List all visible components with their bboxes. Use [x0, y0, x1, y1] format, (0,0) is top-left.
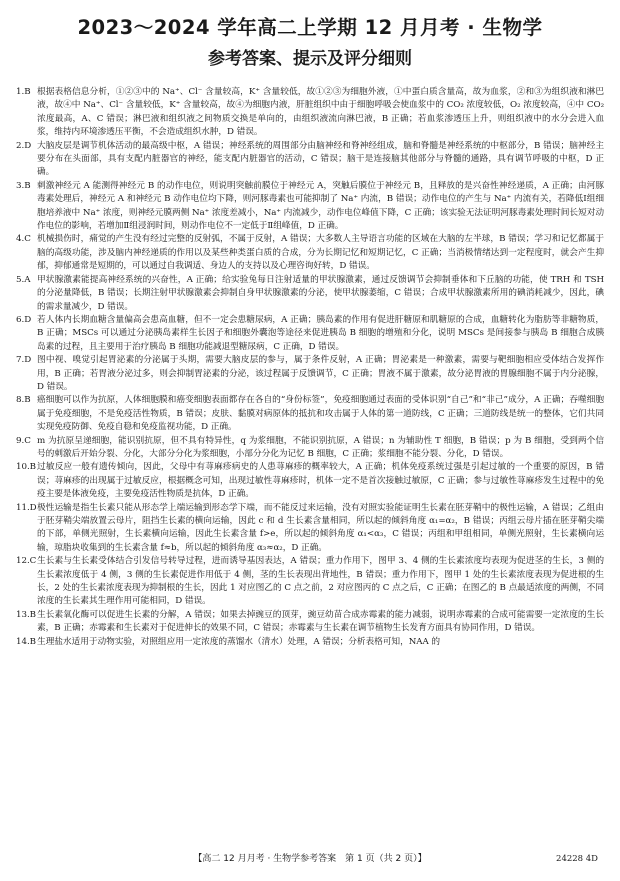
- page-subtitle: 参考答案、提示及评分细则: [208, 49, 412, 69]
- answer-item: [16, 314, 604, 354]
- answer-number: 11.D: [16, 502, 37, 513]
- answer-explanation: 过敏反应一般有遗传倾向，因此，父母中有荨麻疹病史的人患荨麻疹的概率较大，A 正确；机体免疫系统过强是引起过敏的一个重要的原因，B 错误；荨麻疹的出现属于过敏反应，根据概念可知，出现过敏性荨麻疹时，机体一定不是首次接触过敏原，C 正确；参与过敏性荨麻疹发生过程中的免疫主要是体液免疫，主要免疫活性物质是抗体，D 正确。: [37, 462, 604, 500]
- answer-number: 8.B: [16, 395, 31, 406]
- answer-item: [16, 609, 604, 636]
- answer-item: [16, 394, 604, 434]
- answer-number: 14.B: [16, 636, 37, 647]
- answer-explanation: 生长素氧化酶可以促进生长素的分解，A 错误；如果去掉豌豆的顶芽，豌豆幼苗合成赤霉素的能力减弱，说明赤霉素的合成可能需要一定浓度的生长素，B 正确；赤霉素和生长素对于促进伸长的效果不同，C 错误；赤霉素与生长素在调节植物生长发育方面具有协同作用，D 错误。: [37, 609, 604, 634]
- answer-number: 6.D: [16, 314, 32, 325]
- footer-code: 24228 4D: [556, 854, 598, 864]
- answer-explanation: 根据表格信息分析，①②③中的 Na⁺、Cl⁻ 含量较高，K⁺ 含量较低，故①②③为细胞外液，①中蛋白质含量高，故为血浆，②和③为组织液和淋巴液，故④中 Na⁺、Cl⁻ 含量较低，K⁺ 含量较高，故④为细胞内液，肝脏组织中由于细胞呼吸会使血浆中的 CO₂ 浓度较低，O₂ 浓度较高，④中 CO₂ 浓度最高，A、C 错误；淋巴液和组织液之间物质交换是单向的，由组织液流向淋巴液，B 正确；若血浆渗透压上升，则组织液中的水分会进入血浆，维持内环境渗透压平衡，不会造成组织水肿，D 错误。: [37, 87, 604, 138]
- answer-explanation: 机械损伤时，痛觉的产生没有经过完整的反射弧，不属于反射，A 错误；大多数人主导语言功能的区域在大脑的左半球，B 错误；学习和记忆都属于脑的高级功能，涉及脑内神经递质的作用以及某些种类蛋白质的合成，分为长期记忆和短期记忆，C 正确；当消极情绪达到一定程度时，就会产生抑郁，抑郁通常是短期的，可以通过自我调适、身边人的支持以及心理咨询好转，D 错误。: [37, 234, 604, 272]
- footer-page-label: 【高二 12 月月考 · 生物学参考答案 第 1 页（共 2 页）】: [193, 854, 427, 864]
- answer-item: [16, 461, 604, 501]
- answer-number: 13.B: [16, 609, 37, 620]
- answer-explanation: 图中视、嗅觉引起胃泌素的分泌属于头期，需要大脑皮层的参与，属于条件反射，A 正确；胃泌素是一种激素，需要与靶细胞相应受体结合发挥作用，B 正确；若胃液分泌过多，则会抑制胃泌素的分泌，该过程属于反馈调节，C 正确；胃液不属于激素，故分泌胃液的胃腺细胞不属于内分泌腺，D 错误。: [37, 355, 604, 392]
- answer-number: 5.A: [16, 274, 31, 285]
- answer-explanation: 癌细胞可以作为抗原，人体细胞膜和癌变细胞表面都存在各自的“身份标签”，免疫细胞通过表面的受体识别“自己”和“非己”成分，A 正确；吞噬细胞属于免疫细胞，不是免疫活性物质，B 错误；皮肤、黏膜对病原体的抵抗和攻击属于人体的第一道防线，C 正确；三道防线是统一的整体，它们共同实现免疫防御、免疫自稳和免疫监视功能，D 正确。: [37, 395, 604, 433]
- page-footer: [0, 851, 620, 867]
- answer-item: [16, 354, 604, 394]
- answer-number: 4.C: [16, 234, 31, 245]
- answer-number: 7.D: [16, 355, 32, 366]
- answer-number: 12.C: [16, 556, 37, 567]
- answer-item: [16, 274, 604, 314]
- answer-item: [16, 180, 604, 234]
- answer-number: 1.B: [16, 87, 31, 97]
- answer-number: 9.C: [16, 435, 31, 446]
- answer-item: [16, 502, 604, 556]
- answer-item: [16, 86, 604, 140]
- answer-list: [16, 86, 604, 649]
- answer-number: 10.B: [16, 462, 37, 473]
- page-title: 2023～2024 学年高二上学期 12 月月考 · 生物学: [77, 16, 543, 39]
- answer-item: [16, 435, 604, 462]
- answer-explanation: 若人体内长期血糖含量偏高会患高血糖，但不一定会患糖尿病，A 正确；胰岛素的作用有促进肝糖原和肌糖原的合成，血糖转化为脂肪等非糖物质，B 正确；MSCs 可以通过分泌胰岛素样生长因子和细胞外囊泡等途径来促进胰岛 B 细胞的增殖和分化，说明 MSCs 是间接参与胰岛 B 细胞合成胰岛素的过程，且主要用于治疗胰岛 B 细胞功能减退型糖尿病，C 正确，D 错误。: [37, 314, 604, 352]
- answer-explanation: 极性运输是指生长素只能从形态学上端运输到形态学下端，而不能反过来运输，没有对照实验能证明生长素在胚芽鞘中的极性运输，A 错误；乙组由于胚芽鞘尖端放置云母片，阻挡生长素的横向运输，因此 c 和 d 生长素含量相同，所以起的倾斜角度 α₁=α₂，B 错误；丙组云母片插在胚芽鞘尖端的下部，单侧光照射，生长素横向运输，因此生长素含量 f>e，所以起的倾斜角度 α₁<α₃，C 错误；丙组和甲组相同，单侧光照射，生长素横向运输，琼脂块收集到的生长素含量 f≈b，所以起的倾斜角度 α₃≈α₂，D 正确。: [37, 502, 604, 553]
- answer-number: 3.B: [16, 180, 31, 191]
- answer-item: [16, 140, 604, 180]
- answer-explanation: 甲状腺激素能提高神经系统的兴奋性，A 正确；给实验兔每日注射适量的甲状腺激素，通过反馈调节会抑制垂体和下丘脑的功能，使 TRH 和 TSH 的分泌量降低，B 错误；长期注射甲状腺激素会抑制自身甲状腺激素的分泌，使甲状腺萎缩，C 错误；合成甲状腺激素所用的碘消耗减少，因此，碘的需求量减少，D 错误。: [37, 274, 604, 312]
- answer-explanation: 刺激神经元 A 能测得神经元 B 的动作电位，则说明突触前膜位于神经元 A，突触后膜位于神经元 B，且释放的是兴奋性神经递质，A 正确；由河豚毒素处理后，神经元 A 和神经元 B 动作电位均下降，则河豚毒素也可能抑制了 Na⁺ 内流，B 错误；动作电位的产生与 Na⁺ 内流有关，若降低Ⅰ组细胞培养液中 Na⁺ 浓度，则神经元膜两侧 Na⁺ 浓度差减小，Na⁺ 内流减少，动作电位峰值下降，C 正确；该实验无法证明河豚毒素处理时间长短对动作电位的影响，若增加Ⅱ组浸润时间，则动作电位不一定低于Ⅱ组峰值，D 正确。: [37, 180, 604, 232]
- answer-explanation: 大脑皮层是调节机体活动的最高级中枢，A 错误；神经系统的周围部分由脑神经和脊神经组成，脑和脊髓是神经系统的中枢部分，B 错误；脑神经主要分布在头面部，具有支配内脏器官的神经，能支配内脏器官的活动，C 错误；脑干是连接脑其他部分与脊髓的通路，具有调节呼吸的中枢，D 正确。: [37, 140, 604, 178]
- answer-explanation: 生长素与生长素受体结合引发信号转导过程，进而诱导基因表达，A 错误；重力作用下，图甲 3、4 侧的生长素浓度均表现为促进茎的生长，3 侧的生长素浓度低于 4 侧，3 侧的生长素促进作用低于 4 侧，茎的生长表现出背地性，B 错误；重力作用下，图甲 1 处的生长素浓度表现为促进根的生长，2 处的生长素浓度表现为抑制根的生长，因此 1 对应图乙的 C 点之前，2 对应图丙的 C 点之后，C 正确；在图乙的 B 点最适浓度的两侧，不同浓度的生长素其生理作用可能相同，D 错误。: [37, 556, 604, 607]
- answer-number: 2.D: [16, 140, 32, 151]
- answer-explanation: m 为抗原呈递细胞，能识别抗原，但不具有特异性，q 为浆细胞，不能识别抗原，A 错误；n 为辅助性 T 细胞，B 错误；p 为 B 细胞，受到两个信号的刺激后开始分裂、分化，大部分分化为浆细胞，小部分分化为记忆 B 细胞，C 正确；浆细胞不能分裂、分化，D 错误。: [37, 435, 604, 459]
- answer-explanation: 生理盐水适用于动物实验，对照组应用一定浓度的蒸馏水（清水）处理，A 错误；分析表格可知，NAA 的: [37, 636, 441, 647]
- answer-item: [16, 555, 604, 609]
- answer-item: [16, 636, 604, 649]
- answer-item: [16, 233, 604, 273]
